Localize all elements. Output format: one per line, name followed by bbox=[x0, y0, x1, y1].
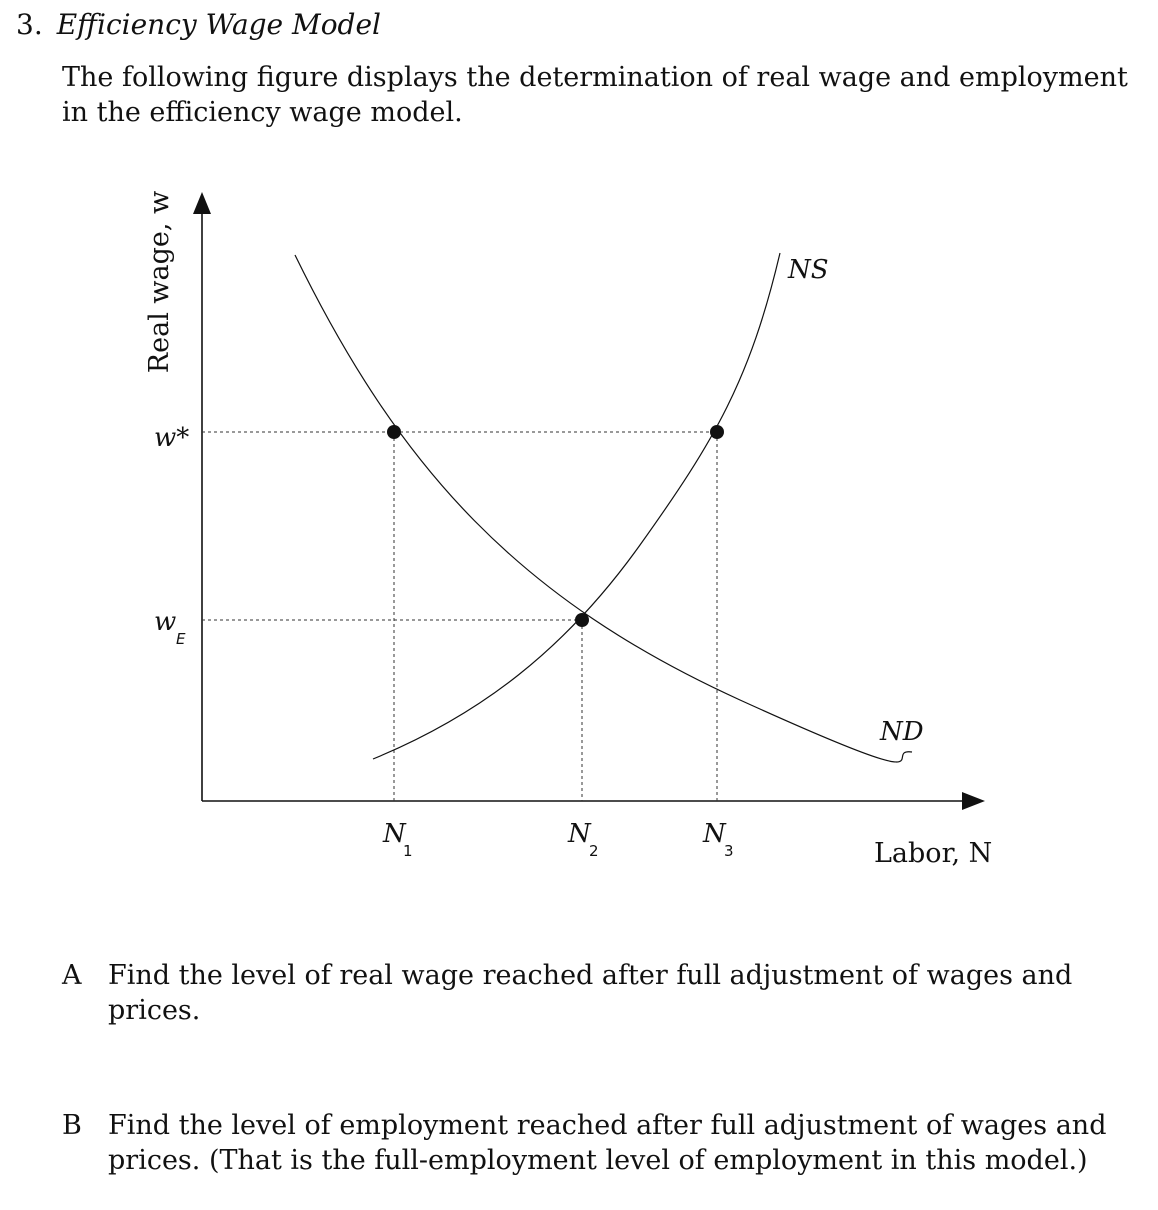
n3-base: N bbox=[703, 819, 726, 849]
n1-label bbox=[382, 819, 413, 860]
w-e-subscript: E bbox=[176, 630, 186, 648]
w-e-base: w bbox=[154, 607, 177, 637]
n2-base: N bbox=[568, 819, 591, 849]
question-a-letter: A bbox=[62, 960, 82, 991]
problem-number: 3. bbox=[16, 8, 43, 41]
y-axis-label: Real wage, w bbox=[144, 190, 175, 374]
n1-base: N bbox=[383, 819, 406, 849]
w-star-label: w* bbox=[154, 423, 190, 453]
ns-label: NS bbox=[788, 255, 829, 285]
nd-label: ND bbox=[880, 717, 924, 747]
question-a-text: Find the level of real wage reached after full adjustment of wages and prices. bbox=[108, 960, 1073, 1026]
y-axis-arrow-icon bbox=[193, 192, 211, 214]
intro-paragraph: The following figure displays the determination of real wage and employment in the efficiency wage model. bbox=[62, 62, 1128, 128]
n3-label bbox=[702, 819, 734, 860]
n3-subscript: 3 bbox=[724, 842, 734, 860]
question-b-letter: B bbox=[62, 1110, 82, 1141]
question-b-text: Find the level of employment reached after full adjustment of wages and prices. (That is the full-employment level of employment in this model.) bbox=[108, 1110, 1107, 1176]
n2-label bbox=[567, 819, 599, 860]
point-n3-w-star bbox=[710, 425, 724, 439]
labor-demand-curve bbox=[295, 255, 912, 762]
n2-subscript: 2 bbox=[589, 842, 599, 860]
point-equilibrium bbox=[575, 613, 589, 627]
labor-supply-curve bbox=[373, 253, 780, 759]
n1-subscript: 1 bbox=[403, 842, 413, 860]
question-a bbox=[62, 958, 1128, 1028]
x-axis-label: Labor, N bbox=[874, 838, 993, 869]
question-b bbox=[62, 1108, 1128, 1178]
point-n1-w-star bbox=[387, 425, 401, 439]
w-e-label bbox=[154, 607, 186, 648]
problem-title: Efficiency Wage Model bbox=[56, 8, 382, 41]
x-axis-arrow-icon bbox=[962, 792, 985, 810]
